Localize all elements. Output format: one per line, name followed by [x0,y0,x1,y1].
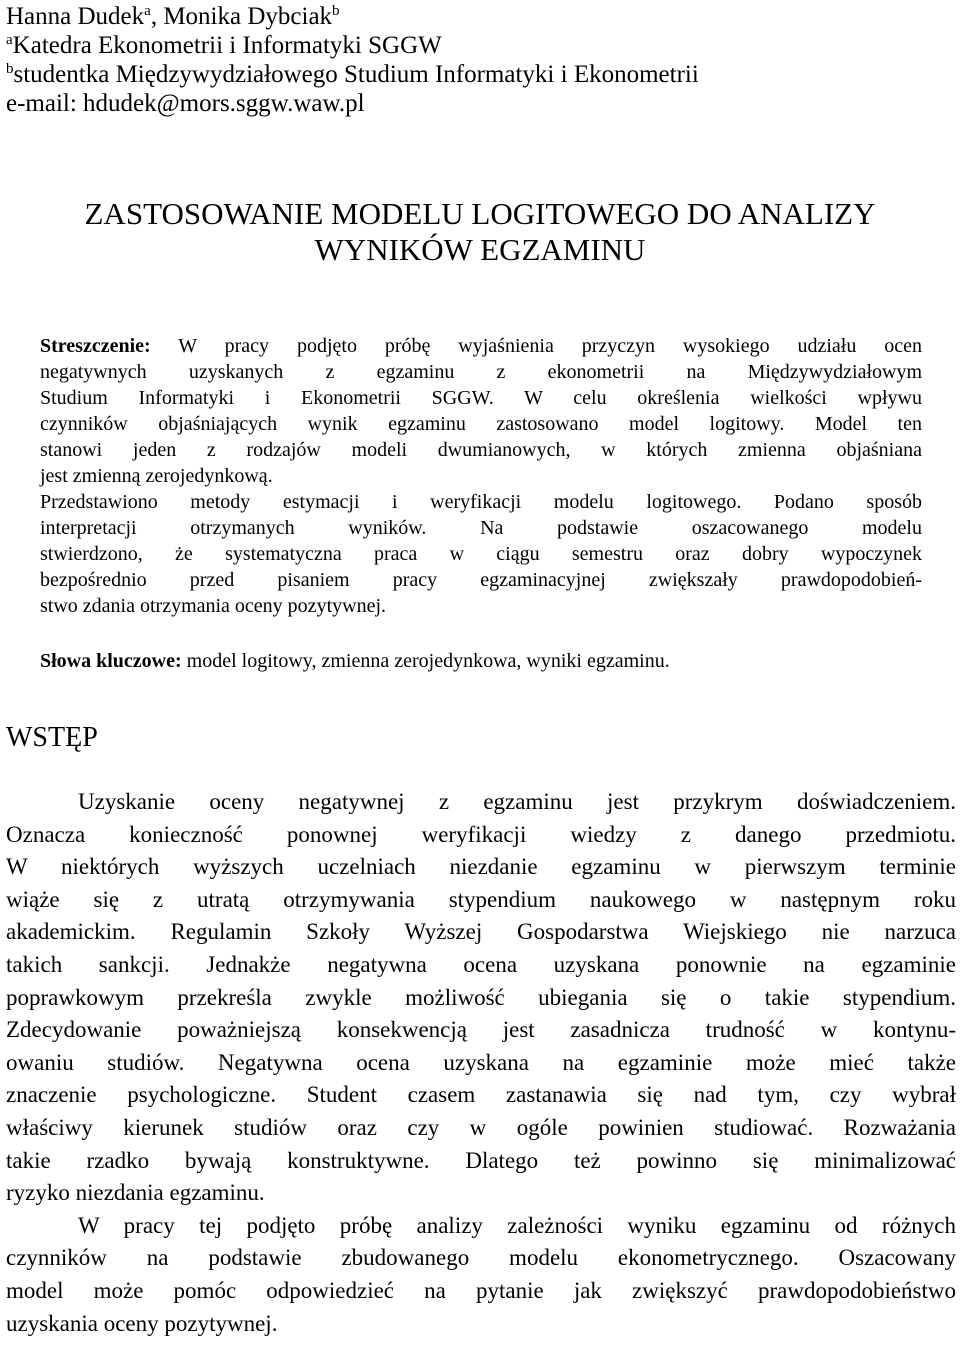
abstract-line: Studium Informatyki i Ekonometrii SGGW. W celu określenia wielkości wpływu [40,387,922,409]
abstract-line: czynników objaśniających wynik egzaminu zastosowano model logitowy. Model ten [40,413,922,435]
paragraph-line: właściwy kierunek studiów oraz czy w ogóle powinien studiować. Rozważania [6,1114,956,1140]
keywords [40,648,670,674]
paragraph-line: Uzyskanie oceny negatywnej z egzaminu jest przykrym doświadczeniem. [78,789,956,814]
paragraph-line: takie rzadko bywają konstruktywne. Dlatego też powinno się minimalizować [6,1147,956,1173]
abstract-label: Streszczenie: [40,335,151,357]
keywords-label: Słowa kluczowe: [40,650,182,672]
affiliation-marker: b [332,3,340,19]
abstract-line: interpretacji otrzymanych wyników. Na podstawie oszacowanego modelu [40,517,922,539]
abstract-line: stwierdzono, że systematyczna praca w ciągu semestru oraz dobry wypoczynek [40,543,922,565]
abstract-line: bezpośrednio przed pisaniem pracy egzaminacyjnej zwiększały prawdopodobień- [40,569,922,591]
paper-title [0,196,960,268]
paragraph-line: akademickim. Regulamin Szkoły Wyższej Gospodarstwa Wiejskiego nie narzuca [6,919,956,945]
affiliation-text: Katedra Ekonometrii i Informatyki SGGW [12,32,442,59]
affiliation-a [6,31,699,60]
author-names-second: , Monika Dybciak [150,3,333,30]
paragraph-line: W pracy tej podjęto próbę analizy zależności wyniku egzaminu od różnych [78,1212,956,1238]
author-block [6,2,699,118]
author-names: Hanna Dudek [6,3,145,30]
paragraph-line: model może pomóc odpowiedzieć na pytanie jak zwiększyć prawdopodobieństwo [6,1277,956,1303]
paragraph-line: wiąże się z utratą otrzymywania stypendium naukowego w następnym roku [6,886,956,912]
abstract-line: stwo zdania otrzymania oceny pozytywnej. [40,595,386,617]
paragraph-line: znaczenie psychologiczne. Student czasem zastanawia się nad tym, czy wybrał [6,1082,956,1108]
paragraph-line: uzyskania oceny pozytywnej. [6,1310,278,1336]
abstract-line: stanowi jeden z rodzajów modeli dwumianowych, w których zmienna objaśniana [40,439,922,461]
paragraph-line: Zdecydowanie poważniejszą konsekwencją jest zasadnicza trudność w kontynu- [6,1017,956,1043]
intro-text [6,786,956,1340]
abstract-line: jest zmienną zerojedynkową. [40,465,273,487]
title-line: ZASTOSOWANIE MODELU LOGITOWEGO DO ANALIZY [84,196,876,231]
affiliation-marker: a [144,3,151,19]
affiliation-b [6,60,699,89]
title-line: WYNIKÓW EGZAMINU [314,232,646,267]
paragraph-line: poprawkowym przekreśla zwykle możliwość ubiegania się o takie stypendium. [6,984,956,1010]
paragraph-line: W niektórych wyższych uczelniach niezdanie egzaminu w pierwszym terminie [6,854,956,880]
affiliation-text: studentka Międzywydziałowego Studium Informatyki i Ekonometrii [13,61,699,88]
paragraph-line: czynników na podstawie zbudowanego modelu ekonometrycznego. Oszacowany [6,1245,956,1271]
paragraph-line: takich sankcji. Jednakże negatywna ocena uzyskana ponownie na egzaminie [6,951,956,977]
paragraph-line: Oznacza konieczność ponownej weryfikacji wiedzy z danego przedmiotu. [6,821,956,847]
abstract-line: Przedstawiono metody estymacji i weryfikacji modelu logitowego. Podano sposób [40,491,922,513]
paragraph-line: ryzyko niezdania egzaminu. [6,1180,265,1206]
keywords-text: model logitowy, zmienna zerojedynkowa, wyniki egzaminu. [181,650,670,672]
abstract-line: Streszczenie: W pracy podjęto próbę wyjaśnienia przyczyn wysokiego udziału ocen [40,335,922,357]
paragraph-line: owaniu studiów. Negatywna ocena uzyskana na egzaminie może mieć także [6,1049,956,1075]
affiliation-marker: b [6,61,14,77]
authors-line [6,2,699,31]
abstract [40,333,922,619]
section-heading: WSTĘP [6,722,98,753]
affiliation-marker: a [6,32,13,48]
abstract-line: negatywnych uzyskanych z egzaminu z ekonometrii na Międzywydziałowym [40,361,922,383]
email-address: e-mail: hdudek@mors.sggw.waw.pl [6,90,365,117]
